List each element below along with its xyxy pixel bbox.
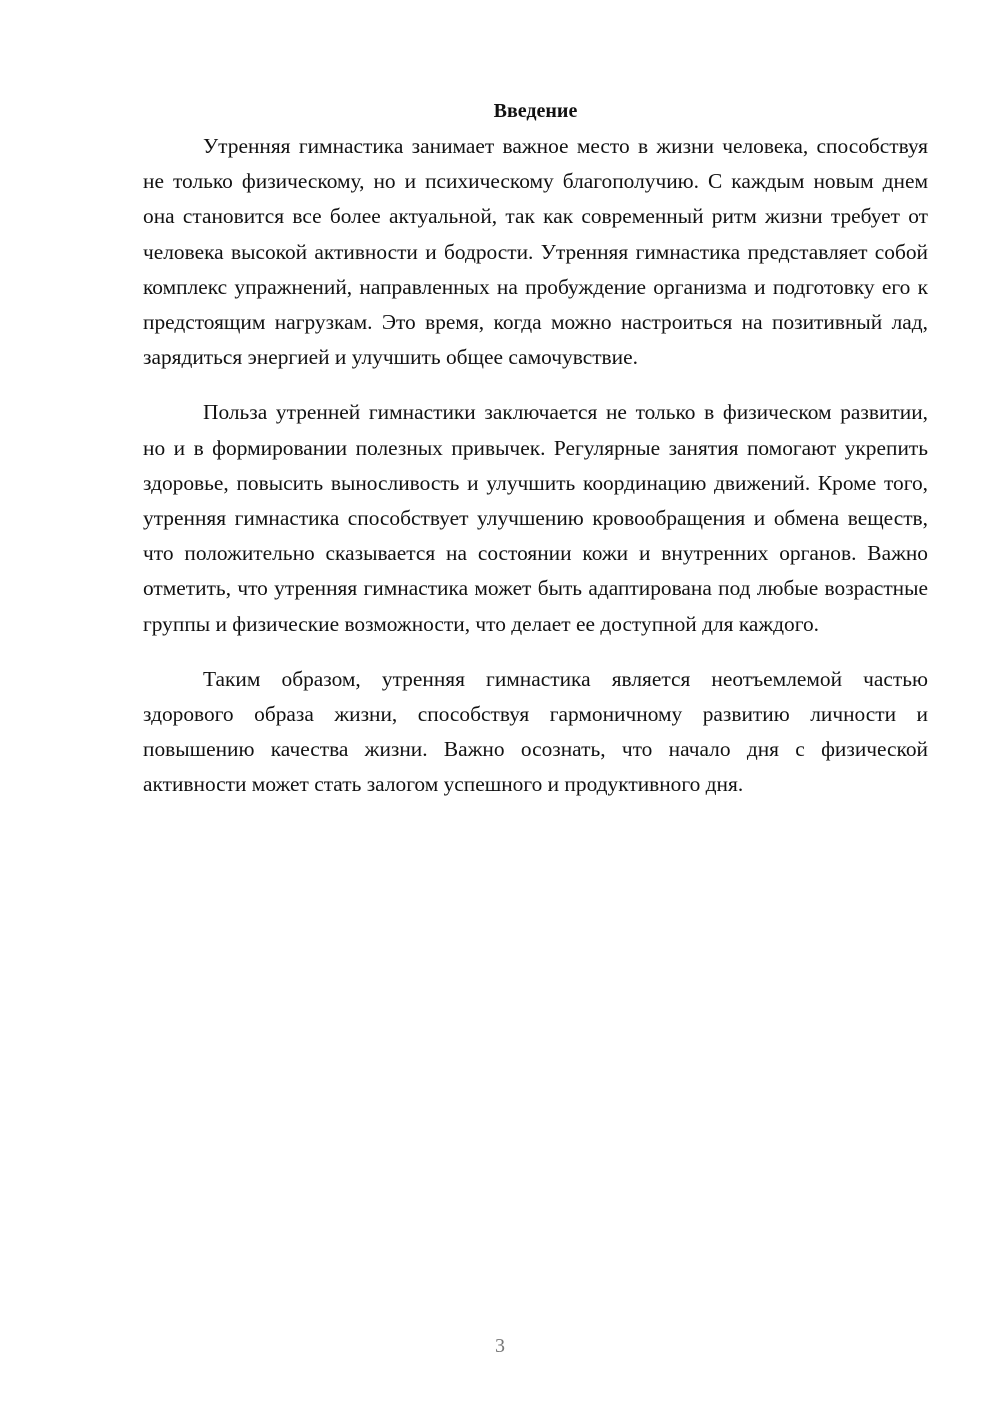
paragraph-3: Таким образом, утренняя гимнастика является неотъемлемой частью здорового образа жизни, способствуя гармоничному развитию личности и повышению качества жизни. Важно осознать, что начало дня с физической активности может стать залогом успешного и продуктивного дня. [143,666,928,797]
paragraph-1: Утренняя гимнастика занимает важное место в жизни человека, способствуя не только физическому, но и психическому благополучию. С каждым новым днем она становится все более актуальной, так как современный ритм жизни требует от человека высокой активности и бодрости. Утренняя гимнастика представляет собой комплекс упражнений, направленных на пробуждение организма и подготовку его к предстоящим нагрузкам. Это время, когда можно настроиться на позитивный лад, зарядиться энергией и улучшить общее самочувствие. [143,134,928,370]
paragraph-2: Польза утренней гимнастики заключается не только в физическом развитии, но и в формировании полезных привычек. Регулярные занятия помогают укрепить здоровье, повысить выносливость и улучшить координацию движений. Кроме того, утренняя гимнастика способствует улучшению кровообращения и обмена веществ, что положительно сказывается на состоянии кожи и внутренних органов. Важно отметить, что утренняя гимнастика может быть адаптирована под любые возрастные группы и физические возможности, что делает ее доступной для каждого. [143,400,928,636]
section-title: Введение [493,100,578,122]
document-body [143,94,928,823]
page-number: 3 [495,1335,505,1357]
